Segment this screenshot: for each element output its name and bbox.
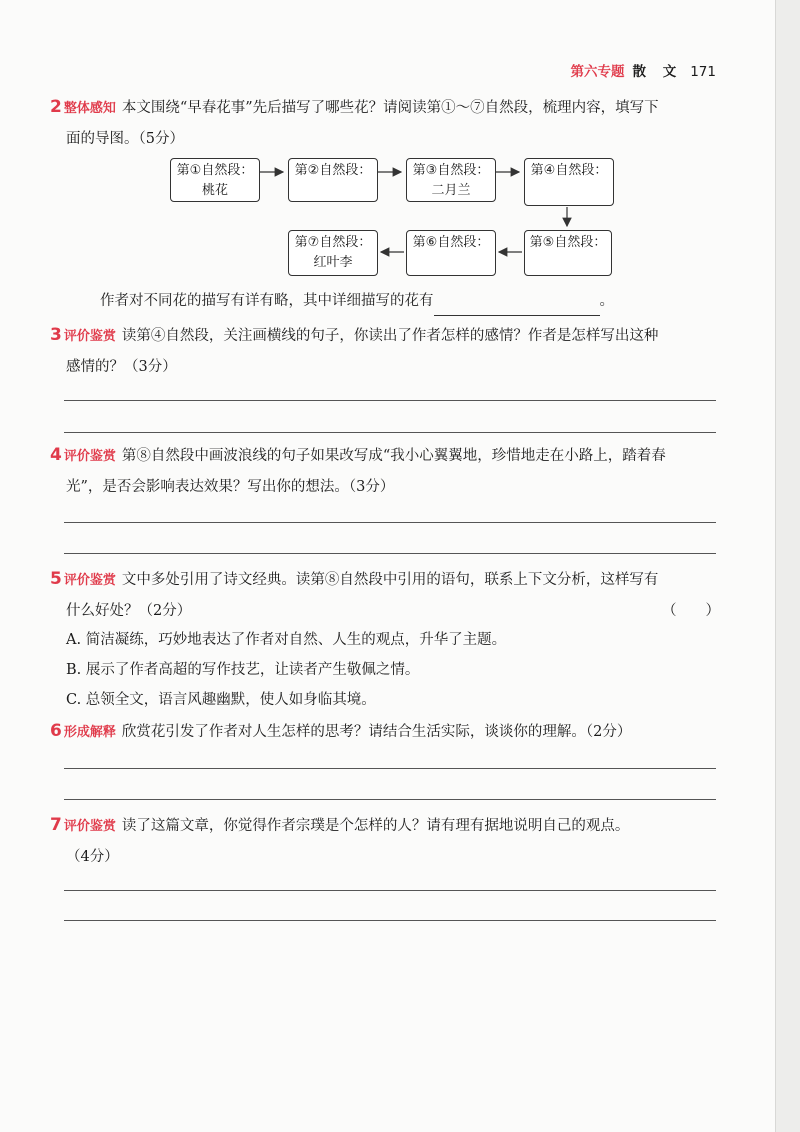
question-text-cont: 感情的？（3分） [66, 359, 177, 375]
answer-line[interactable] [64, 799, 716, 800]
diagram-node-4[interactable] [524, 158, 614, 206]
question-text: 第⑧自然段中画波浪线的句子如果改写成“我小心翼翼地，珍惜地走在小路上，踏着春 [121, 448, 666, 464]
diagram-node-6[interactable] [406, 230, 496, 276]
question-tag: 评价鉴赏 [63, 573, 116, 588]
question-5 [50, 564, 720, 626]
question-4 [50, 440, 720, 502]
answer-line[interactable] [64, 890, 716, 891]
node-label: 第⑤自然段： [529, 235, 607, 250]
header-section: 散 文 [632, 64, 683, 80]
question-number: 6 [50, 721, 62, 741]
node-label: 第①自然段： [176, 163, 254, 178]
question-number: 5 [50, 569, 62, 589]
header-topic: 第六专题 [570, 64, 625, 80]
question-number: 7 [50, 815, 62, 835]
fill-prompt: 作者对不同花的描写有详有略，其中详细描写的花有 [100, 293, 434, 309]
question-3 [50, 320, 720, 382]
question-text: 文中多处引用了诗文经典。读第⑧自然段中引用的语句，联系上下文分析，这样写有 [121, 572, 659, 588]
answer-line[interactable] [64, 432, 716, 433]
question-tag: 评价鉴赏 [63, 819, 116, 834]
question-text-cont: 光”，是否会影响表达效果？写出你的想法。（3分） [66, 479, 395, 495]
answer-line[interactable] [64, 768, 716, 769]
node-label: 第⑥自然段： [412, 235, 490, 250]
node-label: 第④自然段： [530, 163, 608, 178]
question-tag: 评价鉴赏 [63, 449, 116, 464]
question-6 [50, 716, 720, 748]
question-text-cont: （4分） [66, 849, 119, 865]
question-number: 4 [50, 445, 62, 465]
diagram-arrows [0, 0, 800, 300]
diagram-node-3 [406, 158, 496, 202]
node-label: 第②自然段： [294, 163, 372, 178]
question-text-line2: 什么好处？（2分） [66, 603, 192, 619]
diagram-node-5[interactable] [524, 230, 612, 276]
question-tag: 整体感知 [63, 101, 116, 116]
question-text: 读了这篇文章，你觉得作者宗璞是个怎样的人？请有理有据地说明自己的观点。 [121, 818, 630, 834]
answer-line[interactable] [64, 553, 716, 554]
question-text-cont: 面的导图。（5分） [66, 131, 184, 147]
option-b: B. 展示了作者高超的写作技艺，让读者产生敬佩之情。 [66, 662, 420, 678]
question-7 [50, 810, 720, 872]
fill-blank[interactable] [434, 297, 600, 316]
diagram-node-7 [288, 230, 378, 276]
question-text: 读第④自然段，关注画横线的句子，你读出了作者怎样的感情？作者是怎样写出这种 [121, 328, 659, 344]
question-text-cont [50, 596, 720, 626]
node-value: 红叶李 [313, 255, 353, 270]
answer-line[interactable] [64, 920, 716, 921]
question-tag: 形成解释 [63, 725, 116, 740]
diagram-node-1 [170, 158, 260, 202]
node-label: 第③自然段： [412, 163, 490, 178]
answer-line[interactable] [64, 522, 716, 523]
question-text: 本文围绕“早春花事”先后描写了哪些花？请阅读第①～⑦自然段，梳理内容，填写下 [121, 100, 659, 116]
question-2-fill [100, 286, 720, 316]
node-value: 二月兰 [431, 183, 471, 198]
answer-paren[interactable]: （ ） [662, 603, 720, 619]
question-tag: 评价鉴赏 [63, 329, 116, 344]
answer-line[interactable] [64, 400, 716, 401]
question-text: 欣赏花引发了作者对人生怎样的思考？请结合生活实际，谈谈你的理解。（2分） [121, 724, 632, 740]
question-number: 2 [50, 97, 62, 117]
option-c: C. 总领全文，语言风趣幽默，使人如身临其境。 [66, 692, 376, 708]
node-label: 第⑦自然段： [294, 235, 372, 250]
fill-end: 。 [599, 293, 614, 309]
option-a: A. 简洁凝练，巧妙地表达了作者对自然、人生的观点，升华了主题。 [66, 632, 507, 648]
question-number: 3 [50, 325, 62, 345]
node-value: 桃花 [201, 183, 228, 198]
diagram-node-2[interactable] [288, 158, 378, 202]
page-number: 171 [690, 64, 716, 80]
